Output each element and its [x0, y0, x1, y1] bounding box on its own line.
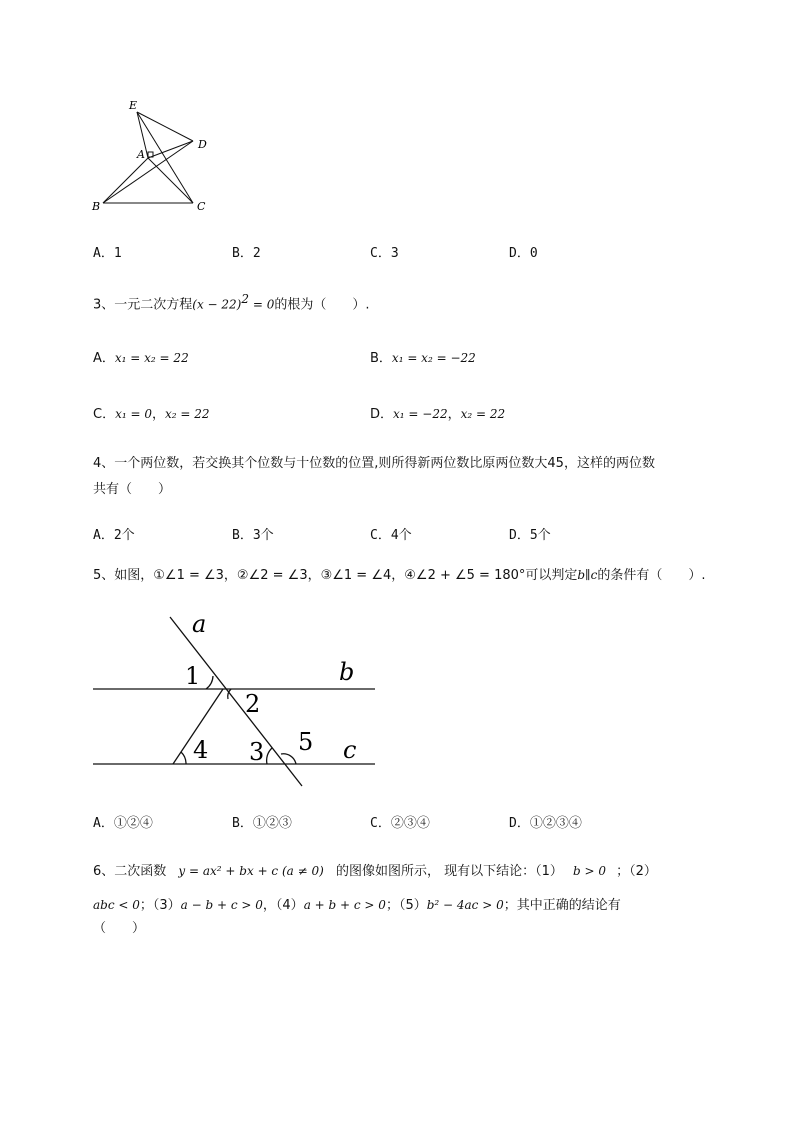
q5-option-d: D．①②③④: [509, 816, 582, 831]
figure-parallel-lines: [85, 605, 385, 790]
q6-sep4: ；（5）: [385, 898, 427, 913]
q6-line1: [93, 862, 657, 881]
q4-option-d: D．5个: [509, 528, 551, 543]
q3-prefix: 3、一元二次方程: [93, 297, 193, 313]
q5-text-c: 的条件有（ ）.: [597, 568, 706, 583]
segment-BD: [103, 141, 193, 203]
q6-function: y = ax² + bx + c (a ≠ 0): [178, 864, 324, 878]
q6-line2: [93, 896, 621, 915]
q3-equation-tail: = 0: [249, 297, 275, 312]
q3-option-a-label: A．: [93, 351, 115, 366]
segment-EC: [137, 112, 193, 203]
q3-equation-exponent: 2: [241, 292, 250, 306]
label-D: D: [198, 138, 207, 151]
q3-option-b-math: x₁ = x₂ = −22: [391, 351, 476, 365]
q3-suffix: 的根为（ ）.: [274, 297, 370, 313]
label-B: B: [92, 200, 101, 213]
q3-option-c-label: C．: [93, 407, 116, 422]
q5-text-b: b∥c: [577, 568, 598, 582]
q3-option-d-math1: x₁ = −22: [393, 407, 448, 421]
q4-option-a: A．2个: [93, 528, 135, 543]
label-a: a: [192, 610, 207, 638]
q3-option-b: [370, 349, 476, 368]
q5-stem: [93, 566, 705, 585]
q6-sep3: ，（4）: [262, 898, 304, 913]
q3-option-a: [93, 349, 189, 368]
q4-option-b: B．3个: [232, 528, 274, 543]
label-c: c: [343, 736, 357, 764]
q3-equation-main: (x − 22): [192, 297, 242, 312]
label-C: C: [197, 200, 206, 213]
q5-option-b: B．①②③: [232, 816, 292, 831]
q3-option-d-sep: ，: [447, 407, 461, 422]
angle-label-5: 5: [298, 728, 314, 756]
label-A: A: [137, 148, 145, 161]
q4-line1: 4、一个两位数，若交换其个位数与十位数的位置,则所得新两位数比原两位数大45，这样的两位数: [93, 456, 655, 471]
segment-AC: [148, 158, 193, 203]
angle-label-3: 3: [249, 738, 265, 766]
q4-option-c: C．4个: [370, 528, 412, 543]
q2-option-d: D．0: [509, 246, 538, 261]
angle-label-4: 4: [193, 736, 209, 764]
figure-triangles: [85, 95, 220, 220]
q6-conclusion-5: b² − 4ac > 0: [426, 898, 504, 912]
q3-option-d: [370, 405, 505, 424]
q6-sep1: ；（2）: [616, 864, 657, 879]
q6-sep2: ；（3）: [139, 898, 181, 913]
q6-conclusion-3: a − b + c > 0: [180, 898, 263, 912]
angle-label-2: 2: [245, 690, 261, 718]
q5-option-c: C．②③④: [370, 816, 430, 831]
q3-stem: [93, 290, 369, 314]
q2-option-c: C．3: [370, 246, 399, 261]
angle-arc-3: [267, 748, 272, 764]
q6-conclusion-1: b > 0: [573, 864, 606, 878]
segment-BA: [103, 158, 148, 203]
q6-mid: 的图像如图所示， 现有以下结论：（1）: [335, 864, 563, 879]
q3-option-d-math2: x₂ = 22: [460, 407, 506, 421]
q4-line2: 共有（ ）: [93, 482, 172, 497]
q5-text-a: 5、如图，①∠1 = ∠3，②∠2 = ∠3，③∠1 = ∠4，④∠2 + ∠5 = 180°可以判定: [93, 568, 578, 583]
q3-option-c-math2: x₂ = 22: [165, 407, 210, 421]
q6-conclusion-4: a + b + c > 0: [303, 898, 386, 912]
label-E: E: [129, 99, 138, 112]
segment-AD: [148, 141, 193, 158]
q3-option-d-label: D．: [370, 407, 394, 422]
angle-arc-4: [181, 752, 186, 764]
q3-option-c-math1: x₁ = 0: [115, 407, 152, 421]
q6-conclusion-2: abc < 0: [93, 898, 140, 912]
q6-line3: （ ）: [93, 921, 146, 936]
line-a: [170, 617, 302, 786]
q3-option-c: [93, 405, 210, 424]
q6-suffix: ；其中正确的结论有: [503, 898, 621, 913]
q3-option-a-math: x₁ = x₂ = 22: [114, 351, 189, 365]
q2-option-a: A．1: [93, 246, 122, 261]
label-b: b: [339, 658, 355, 686]
q3-option-c-sep: ，: [151, 407, 165, 422]
q2-option-b: B．2: [232, 246, 261, 261]
q3-option-b-label: B．: [370, 351, 392, 366]
angle-label-1: 1: [185, 662, 201, 690]
q6-prefix: 6、二次函数: [93, 864, 167, 879]
angle-arc-1: [206, 676, 213, 689]
q5-option-a: A．①②④: [93, 816, 153, 831]
